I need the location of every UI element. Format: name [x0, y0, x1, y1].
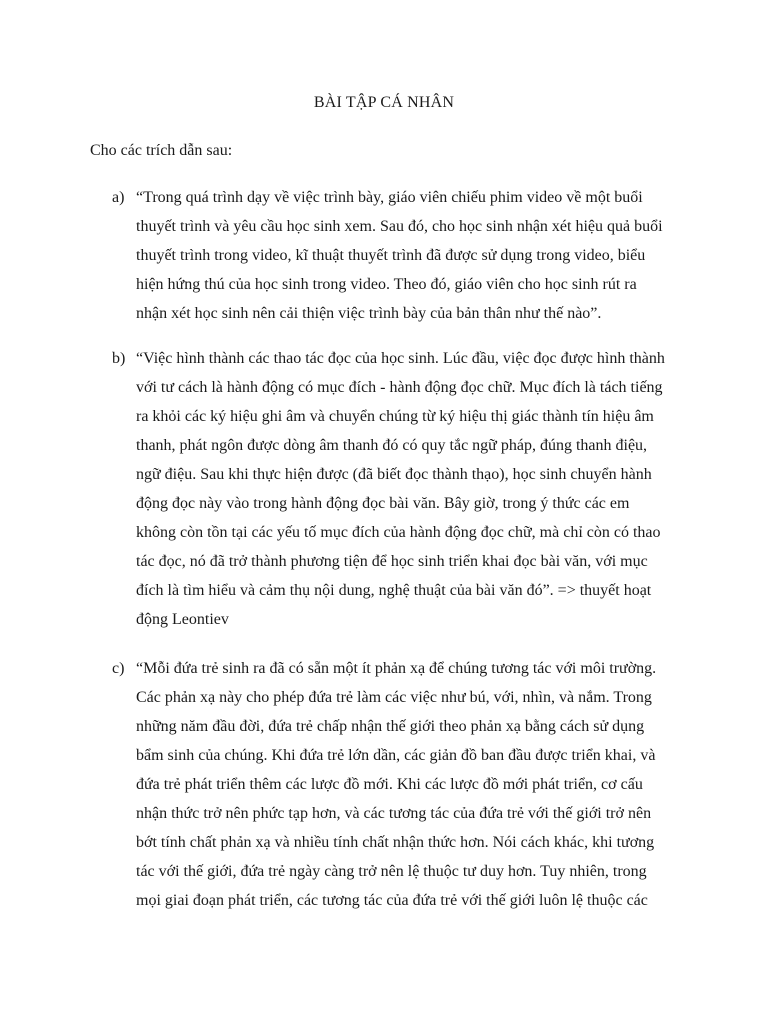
- quote-line: thuyết trình trong video, kĩ thuật thuyết trình đã được sử dụng trong video, biểu: [136, 247, 646, 264]
- quote-line: ra khỏi các ký hiệu ghi âm và chuyển chúng từ ký hiệu thị giác thành tín hiệu âm: [136, 408, 654, 425]
- quote-item-c: [112, 654, 696, 915]
- quote-line: thuyết trình và yêu cầu học sinh xem. Sau đó, cho học sinh nhận xét hiệu quả buổi: [136, 218, 663, 235]
- quote-line: nhận thức trở nên phức tạp hơn, và các tương tác của đứa trẻ với thế giới trở nên: [136, 805, 652, 822]
- quote-line: thanh, phát ngôn được dòng âm thanh đó có quy tắc ngữ pháp, đúng thanh điệu,: [136, 437, 648, 454]
- quote-line: động Leontiev: [136, 611, 229, 628]
- quote-line: bẩm sinh của chúng. Khi đứa trẻ lớn dần, các giản đồ ban đầu được triển khai, và: [136, 747, 656, 764]
- document-title: BÀI TẬP CÁ NHÂN: [313, 94, 455, 111]
- quote-line: đích là tìm hiểu và cảm thụ nội dung, nghệ thuật của bài văn đó”. => thuyết hoạt: [136, 582, 652, 599]
- quote-line: mọi giai đoạn phát triển, các tương tác của đứa trẻ với thế giới luôn lệ thuộc các: [136, 892, 648, 909]
- quote-line: “Việc hình thành các thao tác đọc của học sinh. Lúc đầu, việc đọc được hình thành: [136, 350, 665, 367]
- quote-item-b: [112, 344, 696, 634]
- quote-line: những năm đầu đời, đứa trẻ chấp nhận thế giới theo phản xạ bằng cách sử dụng: [136, 718, 645, 735]
- list-marker: c): [112, 660, 125, 677]
- list-marker: a): [112, 189, 125, 206]
- quote-line: không còn tồn tại các yếu tố mục đích của hành động đọc chữ, mà chỉ còn có thao: [136, 524, 661, 541]
- quote-line: tác với thế giới, đứa trẻ ngày càng trở nên lệ thuộc tư duy hơn. Tuy nhiên, trong: [136, 863, 647, 880]
- quote-line: ngữ điệu. Sau khi thực hiện được (đã biết đọc thành thạo), học sinh chuyển hành: [136, 466, 652, 483]
- quote-line: đứa trẻ phát triển thêm các lược đồ mới. Khi các lược đồ mới phát triển, cơ cấu: [136, 776, 643, 793]
- quote-line: tác đọc, nó đã trở thành phương tiện để học sinh triển khai đọc bài văn, với mục: [136, 553, 648, 570]
- quote-line: hiện hứng thú của học sinh trong video. Theo đó, giáo viên cho học sinh rút ra: [136, 276, 637, 293]
- intro-text: Cho các trích dẫn sau:: [90, 142, 233, 159]
- quote-line: động đọc này vào trong hành động đọc bài văn. Bây giờ, trong ý thức các em: [136, 495, 630, 512]
- quote-line: Các phản xạ này cho phép đứa trẻ làm các việc như bú, với, nhìn, và nắm. Trong: [136, 689, 652, 706]
- quote-line: nhận xét học sinh nên cải thiện việc trình bày của bản thân như thế nào”.: [136, 305, 602, 322]
- quote-line: “Trong quá trình dạy về việc trình bày, giáo viên chiếu phim video về một buổi: [136, 189, 643, 206]
- quote-line: “Mỗi đứa trẻ sinh ra đã có sẵn một ít phản xạ để chúng tương tác với môi trường.: [136, 660, 657, 677]
- list-marker: b): [112, 350, 126, 367]
- quote-line: bớt tính chất phản xạ và nhiều tính chất nhận thức hơn. Nói cách khác, khi tương: [136, 834, 655, 851]
- quote-item-a: [112, 183, 696, 328]
- quote-line: với tư cách là hành động có mục đích - hành động đọc chữ. Mục đích là tách tiếng: [136, 379, 663, 396]
